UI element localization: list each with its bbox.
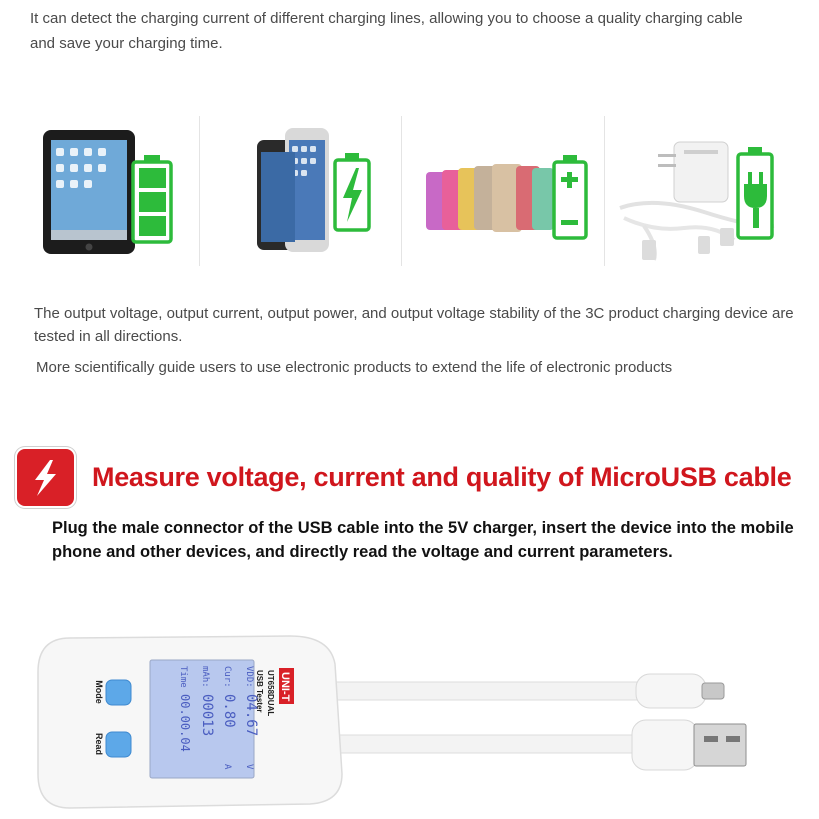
divider — [401, 116, 402, 266]
vdd-value: 04.67 — [243, 694, 259, 737]
vdd-unit: V — [244, 764, 254, 770]
time-value: 00.00.04 — [178, 694, 192, 752]
mah-value: 00013 — [199, 694, 215, 737]
cur-label: Cur: — [222, 666, 232, 688]
model-name: UT658DUAL — [266, 670, 275, 717]
mah-label: mAh: — [200, 666, 210, 688]
cur-value: 0.80 — [221, 694, 237, 728]
charger-plug-icon — [614, 136, 780, 264]
usb-tester-image — [30, 624, 790, 814]
lightning-icon — [17, 449, 74, 506]
vdd-label: VDD: — [244, 666, 254, 688]
guide-text: More scientifically guide users to use electronic products to extend the life of electronic products — [36, 359, 673, 376]
divider — [604, 116, 605, 266]
brand-logo: UNI-T — [279, 672, 291, 702]
phone-charging-icon — [255, 124, 375, 256]
section-description: Plug the male connector of the USB cable into the 5V charger, insert the device into the mobile phone and other devices, and directly read the voltage and current parameters. — [52, 519, 794, 561]
mode-button-label: Mode — [94, 680, 104, 704]
tablet-battery-icon — [40, 126, 175, 258]
power-bank-battery-icon — [424, 150, 592, 242]
device-subtitle: USB Tester — [255, 670, 264, 713]
time-label: Time — [178, 666, 188, 688]
intro-text: It can detect the charging current of different charging lines, allowing you to choose a quality charging cable and save your charging time. — [30, 10, 743, 52]
read-button-label: Read — [94, 732, 104, 756]
cur-unit: A — [222, 764, 232, 770]
output-text: The output voltage, output current, output power, and output voltage stability of the 3C product charging device are tested in all directions. — [34, 305, 794, 345]
divider — [199, 116, 200, 266]
section-heading: Measure voltage, current and quality of MicroUSB cable — [92, 462, 792, 492]
